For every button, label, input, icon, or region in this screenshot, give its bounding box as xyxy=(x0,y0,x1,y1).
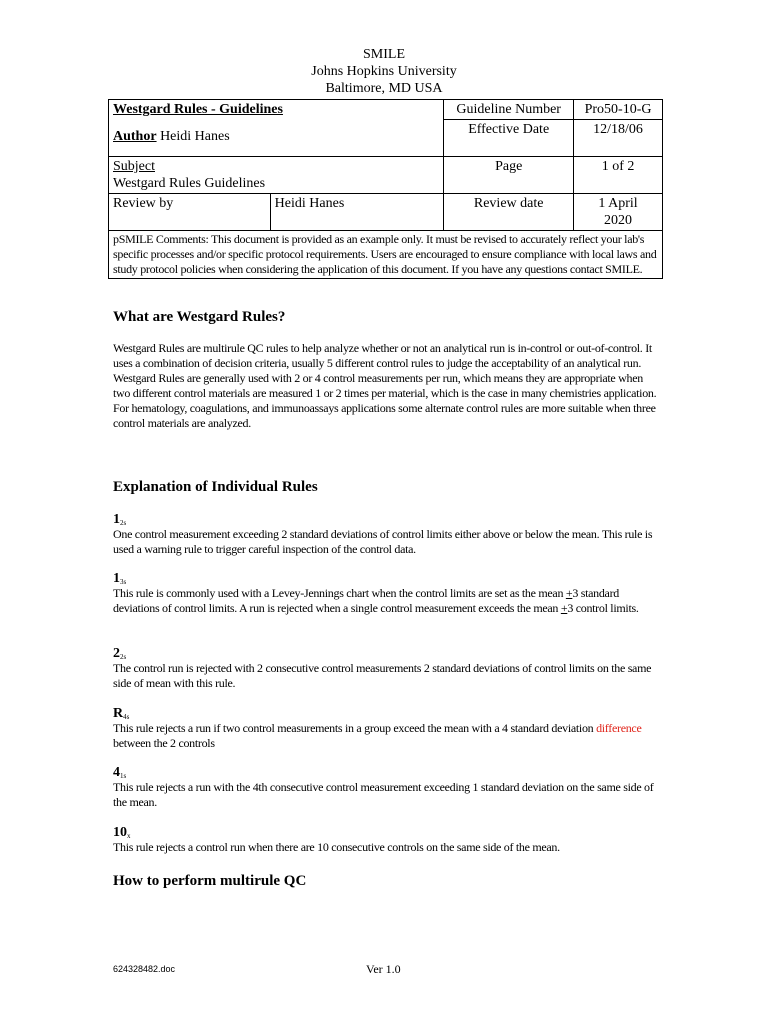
rule-text-1-3s xyxy=(113,586,658,616)
intro-line-1: Westgard Rules are multirule QC rules to help analyze whether or not an analytical run is in-control or out-of-control. It uses a combination of decision criteria, usually 5 different control rules to judge the acceptability of an analytical run. xyxy=(113,341,652,370)
rule-main: R xyxy=(113,706,124,721)
guideline-number-label: Guideline Number xyxy=(444,100,574,120)
document-header xyxy=(0,46,768,97)
plus-minus-symbol: + xyxy=(560,601,568,615)
rule-subscript: 2s xyxy=(120,653,127,661)
subject-label: Subject xyxy=(113,159,155,174)
review-by-value: Heidi Hanes xyxy=(270,194,444,231)
rule-main: 1 xyxy=(113,571,120,586)
subject-value: Westgard Rules Guidelines xyxy=(113,176,266,191)
rule-text-1-2s: One control measurement exceeding 2 standard deviations of control limits either above or below the mean. This rule is used a warning rule to trigger careful inspection of the control data. xyxy=(113,527,653,556)
rule-text-10-x: This rule rejects a control run when there are 10 consecutive controls on the same side of the mean. xyxy=(113,840,560,854)
rule-main: 1 xyxy=(113,512,120,527)
review-date-day-month: 1 April xyxy=(598,196,638,211)
review-date-year: 2020 xyxy=(604,213,633,228)
effective-date-value: 12/18/06 xyxy=(574,120,663,157)
footer-doc-filename: 624328482.doc xyxy=(113,964,176,974)
review-date-value xyxy=(574,194,663,231)
highlighted-word: difference xyxy=(596,721,642,735)
author-label: Author xyxy=(113,129,157,144)
effective-date-label: Effective Date xyxy=(444,120,574,157)
plus-minus-symbol: + xyxy=(565,586,573,600)
rule-text-part: 3 standard deviations of control limits. A run is rejected when a single control measurement exceeds the mean xyxy=(113,586,619,615)
section-heading-how-to-perform-multirule-qc: How to perform multirule QC xyxy=(113,873,307,889)
guideline-info-table xyxy=(108,99,663,279)
intro-line-3: For hematology, coagulations, and immunoassays applications some alternate control rules are more suitable when three control materials are analyzed. xyxy=(113,401,656,430)
rule-subscript: 1s xyxy=(120,772,127,780)
rule-text-r-4s xyxy=(113,721,658,751)
author-value: Heidi Hanes xyxy=(160,129,230,144)
page-value: 1 of 2 xyxy=(574,157,663,194)
review-date-label: Review date xyxy=(444,194,574,231)
title-author-cell xyxy=(109,100,444,157)
university-name: Johns Hopkins University xyxy=(311,64,457,79)
guideline-number-value: Pro50-10-G xyxy=(574,100,663,120)
document-title: Westgard Rules - Guidelines xyxy=(113,102,283,117)
westgard-intro-paragraph xyxy=(113,341,658,431)
location: Baltimore, MD USA xyxy=(325,81,443,96)
footer-version: Ver 1.0 xyxy=(366,962,401,976)
rule-main: 4 xyxy=(113,765,120,780)
rule-subscript: 4s xyxy=(123,713,130,721)
psmile-comment: pSMILE Comments: This document is provided as an example only. It must be revised to accurately reflect your lab's specific processes and/or specific protocol requirements. Users are encouraged to ensure compliance with local laws and study protocol policies when considering the application of this document. If you have any questions contact SMILE. xyxy=(109,231,663,279)
section-heading-explanation-of-rules: Explanation of Individual Rules xyxy=(113,479,318,495)
page-label: Page xyxy=(444,157,574,194)
rule-text-part: between the 2 controls xyxy=(113,736,215,750)
rule-main: 10 xyxy=(113,825,127,840)
org-name: SMILE xyxy=(363,47,405,62)
rule-main: 2 xyxy=(113,646,120,661)
review-by-label: Review by xyxy=(109,194,271,231)
rule-text-part: This rule rejects a run if two control measurements in a group exceed the mean with a 4 standard deviation xyxy=(113,721,597,735)
rule-subscript: 2s xyxy=(120,519,127,527)
section-heading-what-are-westgard-rules: What are Westgard Rules? xyxy=(113,309,286,325)
rule-subscript: 3s xyxy=(120,578,127,586)
rule-text-part: This rule is commonly used with a Levey-Jennings chart when the control limits are set as the mean xyxy=(113,586,566,600)
rule-text-2-2s: The control run is rejected with 2 consecutive control measurements 2 standard deviations of control limits on the same side of mean with this rule. xyxy=(113,661,652,690)
subject-cell xyxy=(109,157,444,194)
rule-text-4-1s: This rule rejects a run with the 4th consecutive control measurement exceeding 1 standard deviation on the same side of the mean. xyxy=(113,780,654,809)
intro-line-2: Westgard Rules are generally used with 2 or 4 control measurements per run, which means they are appropriate when two different control materials are measured 1 or 2 times per material, which is the case in many chemistries application. xyxy=(113,371,657,400)
rule-text-part: 3 control limits. xyxy=(567,601,639,615)
rule-subscript: x xyxy=(127,832,131,840)
